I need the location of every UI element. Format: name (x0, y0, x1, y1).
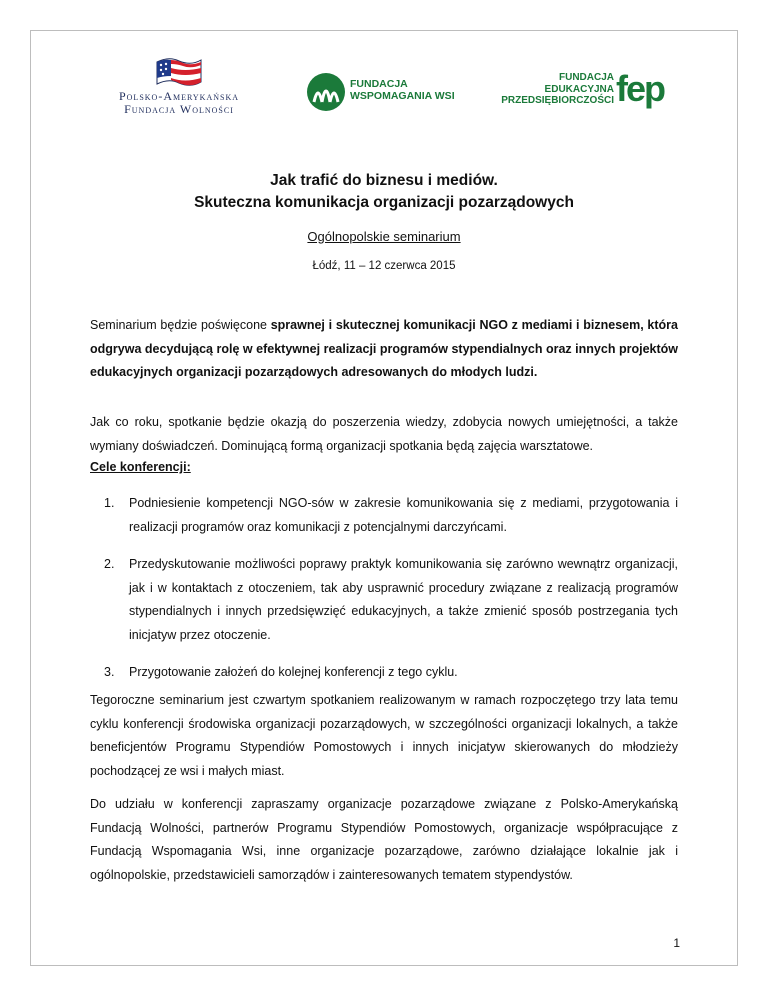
intro-text: Seminarium będzie poświęcone (90, 318, 271, 332)
list-item (90, 492, 678, 539)
list-item-text: Przygotowanie założeń do kolejnej konferencji z tego cyklu. (129, 665, 458, 679)
fep-name (498, 72, 614, 107)
list-item-number: 1. (104, 496, 115, 510)
fww-name (350, 78, 455, 102)
logo-bar (0, 0, 768, 140)
title-line1: Jak trafić do biznesu i mediów. (270, 172, 498, 189)
pafw-name-line1: Polsko-Amerykańska (118, 89, 239, 103)
series-paragraph: Tegoroczne seminarium jest czwartym spotkaniem realizowanym w ramach rozpoczętego trzy lata temu cyklu konferencji środowiska organizacji pozarządowych, w szczególności organizacji lokalnych, a także beneficjentów Programu Stypendiów Pomostowych i innych inicjatyw skierowanych do młodzieży pochodzącej ze wsi i małych miast. (90, 693, 678, 778)
list-item-number: 3. (104, 665, 115, 679)
subtitle: Ogólnopolskie seminarium (307, 229, 461, 244)
pafw-logo (104, 56, 254, 126)
list-item-text: Przedyskutowanie możliwości poprawy praktyk komunikowania się zarówno wewnątrz organizacji, jak i w kontaktach z otoczeniem, tak aby usprawnić procedury związane z realizacją programów stypendialnych i innych przedsięwzięć edukacyjnych, a także zmienić sposób postrzegania tych inicjatyw przez otoczenie. (129, 557, 678, 642)
title-line2: Skuteczna komunikacja organizacji pozarządowych (194, 194, 574, 211)
fww-name-line2: WSPOMAGANIA WSI (350, 90, 455, 102)
intro-paragraph (90, 314, 678, 385)
list-item (90, 661, 678, 685)
pafw-name-line2: Fundacja Wolności (124, 102, 234, 116)
fep-logo (498, 68, 668, 112)
list-item-number: 2. (104, 557, 115, 571)
fep-mark: fep (616, 68, 664, 109)
workshop-paragraph: Jak co roku, spotkanie będzie okazją do poszerzenia wiedzy, zdobycia nowych umiejętności, a także wymiany doświadczeń. Dominującą formą organizacji spotkania będą zajęcia warsztatowe. (90, 415, 678, 453)
invitation-paragraph: Do udziału w konferencji zapraszamy organizacje pozarządowe związane z Polsko-Amerykańską Fundacją Wolności, partnerów Programu Stypendiów Pomostowych, organizacje współpracujące z Fundacją Wspomagania Wsi, inne organizacje pozarządowe, zarówno działające lokalnie jak i ogólnopolskie, przedstawicieli samorządów i zainteresowanych tematem stypendystów. (90, 797, 678, 882)
fep-name-line2: EDUKACYJNA (544, 83, 614, 95)
fep-name-line1: FUNDACJA (559, 72, 614, 83)
goals-heading: Cele konferencji: (90, 460, 191, 474)
intro-bold-text: sprawnej i skutecznej komunikacji NGO z mediami i biznesem, która odgrywa decydującą rolę w efektywnej realizacji programów stypendialnych oraz innych projektów edukacyjnych organizacji pozarządowych adresowanych do młodych ludzi. (90, 318, 678, 379)
fep-name-line3: PRZEDSIĘBIORCZOŚCI (501, 95, 614, 106)
page-number: 1 (673, 936, 680, 950)
pafw-flag-icon (153, 56, 205, 90)
list-item-text: Podniesienie kompetencji NGO-sów w zakresie komunikowania się z mediami, przygotowania i realizacji programów oraz komunikacji z potencjalnymi darczyńcami. (129, 496, 678, 534)
fww-logo (306, 72, 466, 112)
place-date: Łódź, 11 – 12 czerwca 2015 (312, 260, 456, 272)
fww-emblem-icon (306, 72, 346, 112)
fww-name-line1: FUNDACJA (350, 78, 408, 90)
goals-list (90, 492, 678, 699)
list-item (90, 553, 678, 647)
